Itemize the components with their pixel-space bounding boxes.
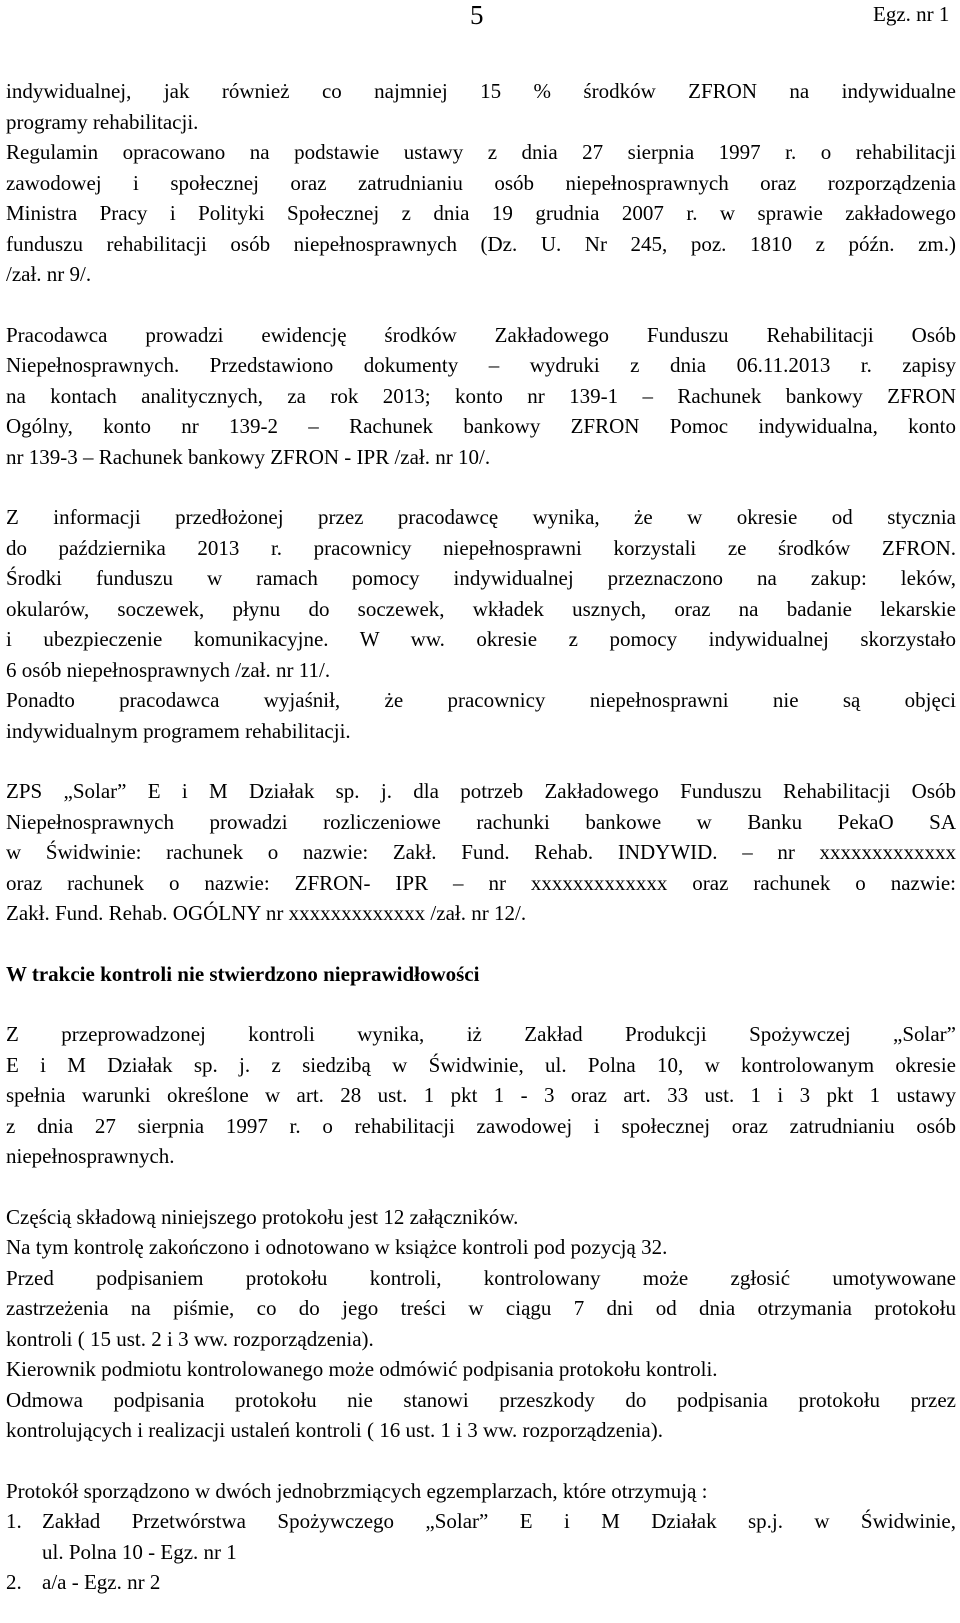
text-line: Częścią składową niniejszego protokołu jest 12 załączników. (6, 1204, 519, 1229)
text-line: E i M Działak sp. j. z siedzibą w Świdwinie, ul. Polna 10, w kontrolowanym okresie (6, 1052, 956, 1077)
text-line: spełnia warunki określone w art. 28 ust. 1 pkt 1 - 3 oraz art. 33 ust. 1 i 3 pkt 1 ustawy (6, 1083, 956, 1107)
text-line: oraz rachunek o nazwie: ZFRON- IPR – nr xxxxxxxxxxxxx oraz rachunek o nazwie: (6, 870, 956, 895)
text-line: do października 2013 r. pracownicy niepełnosprawni korzystali ze środków ZFRON. (6, 535, 956, 560)
text-line: ZPS „Solar” E i M Działak sp. j. dla potrzeb Zakładowego Funduszu Rehabilitacji Osób (6, 779, 956, 803)
text-line: Niepełnosprawnych prowadzi rozliczeniowe rachunki bankowe w Banku PekaO SA (6, 809, 956, 834)
paragraph-zfron-allocation (6, 76, 956, 290)
text-line: /zał. nr 9/. (6, 262, 92, 286)
text-line: Na tym kontrolę zakończono i odnotowano w książce kontroli pod pozycją 32. (6, 1235, 668, 1259)
text-line: Zakł. Fund. Rehab. OGÓLNY nr xxxxxxxxxxxxx /zał. nr 12/. (6, 901, 527, 925)
list-item (6, 1506, 956, 1567)
paragraph-protocol-notes (6, 1202, 956, 1446)
list-item (6, 1567, 956, 1598)
text-line: kontroli ( 15 ust. 2 i 3 ww. rozporządzenia). (6, 1326, 374, 1351)
text-line: Regulamin opracowano na podstawie ustawy z dnia 27 sierpnia 1997 r. o rehabilitacji (6, 140, 956, 164)
text-line: 6 osób niepełnosprawnych /zał. nr 11/. (6, 657, 331, 682)
text-line: Ponadto pracodawca wyjaśnił, że pracownicy niepełnosprawni nie są objęci (6, 688, 956, 712)
text-line: nr 139-3 – Rachunek bankowy ZFRON - IPR /zał. nr 10/. (6, 444, 491, 469)
conclusion-heading: W trakcie kontroli nie stwierdzono nieprawidłowości (6, 961, 480, 986)
text-line: zawodowej i społecznej oraz zatrudnianiu osób niepełnosprawnych oraz rozporządzenia (6, 170, 956, 195)
copy-label: Egz. nr 1 (873, 2, 950, 26)
text-line: Przed podpisaniem protokołu kontroli, kontrolowany może zgłosić umotywowane (6, 1265, 956, 1290)
text-line: funduszu rehabilitacji osób niepełnosprawnych (Dz. U. Nr 245, poz. 1810 z późn. zm.) (6, 231, 956, 256)
text-line: zastrzeżenia na piśmie, co do jego treści w ciągu 7 dni od dnia otrzymania protokołu (6, 1296, 956, 1320)
text-line: programy rehabilitacji. (6, 109, 199, 134)
document-body (6, 76, 956, 1598)
paragraph-conclusion (6, 1019, 956, 1172)
text-line: indywidualnej, jak również co najmniej 15 % środków ZFRON na indywidualne (6, 79, 956, 103)
page-number: 5 (470, 0, 484, 30)
text-line: Ministra Pracy i Polityki Społecznej z dnia 19 grudnia 2007 r. w sprawie zakładowego (6, 201, 956, 225)
text-line: na kontach analitycznych, za rok 2013; konto nr 139-1 – Rachunek bankowy ZFRON (6, 383, 956, 408)
text-line: ul. Polna 10 - Egz. nr 1 (42, 1539, 237, 1564)
text-line: niepełnosprawnych. (6, 1144, 175, 1168)
text-line: Zakład Przetwórstwa Spożywczego „Solar” E i M Działak sp.j. w Świdwinie, (42, 1509, 956, 1533)
list-number: 1. (6, 1509, 22, 1533)
text-line: Z informacji przedłożonej przez pracodawcę wynika, że w okresie od stycznia (6, 505, 956, 529)
text-line: Odmowa podpisania protokołu nie stanowi przeszkody do podpisania protokołu przez (6, 1387, 956, 1412)
paragraph-distribution (6, 1476, 956, 1598)
text-line: a/a - Egz. nr 2 (42, 1570, 161, 1594)
paragraph-bank-accounts (6, 776, 956, 929)
text-line: Niepełnosprawnych. Przedstawiono dokumenty – wydruki z dnia 06.11.2013 r. zapisy (6, 353, 956, 377)
text-line: Z przeprowadzonej kontroli wynika, iż Zakład Produkcji Spożywczej „Solar” (6, 1022, 956, 1046)
text-line: i ubezpieczenie komunikacyjne. W ww. okresie z pomocy indywidualnej skorzystało (6, 627, 956, 651)
text-line: Ogólny, konto nr 139-2 – Rachunek bankowy ZFRON Pomoc indywidualna, konto (6, 414, 956, 438)
text-line: Protokół sporządzono w dwóch jednobrzmiących egzemplarzach, które otrzymują : (6, 1478, 708, 1503)
text-line: okularów, soczewek, płynu do soczewek, wkładek usznych, oraz na badanie lekarskie (6, 596, 956, 621)
text-line: Środki funduszu w ramach pomocy indywidualnej przeznaczono na zakup: leków, (6, 566, 956, 590)
text-line: Pracodawca prowadzi ewidencję środków Zakładowego Funduszu Rehabilitacji Osób (6, 322, 956, 347)
text-line: w Świdwinie: rachunek o nazwie: Zakł. Fund. Rehab. INDYWID. – nr xxxxxxxxxxxxx (6, 840, 956, 864)
text-line: z dnia 27 sierpnia 1997 r. o rehabilitacji zawodowej i społecznej oraz zatrudnianiu osób (6, 1113, 956, 1138)
text-line: kontrolujących i realizacji ustaleń kontroli ( 16 ust. 1 i 3 ww. rozporządzenia). (6, 1418, 663, 1442)
text-line: Kierownik podmiotu kontrolowanego może odmówić podpisania protokołu kontroli. (6, 1357, 718, 1381)
text-line: indywidualnym programem rehabilitacji. (6, 718, 351, 743)
paragraph-records (6, 320, 956, 473)
list-number: 2. (6, 1570, 22, 1594)
paragraph-individual-help (6, 502, 956, 746)
